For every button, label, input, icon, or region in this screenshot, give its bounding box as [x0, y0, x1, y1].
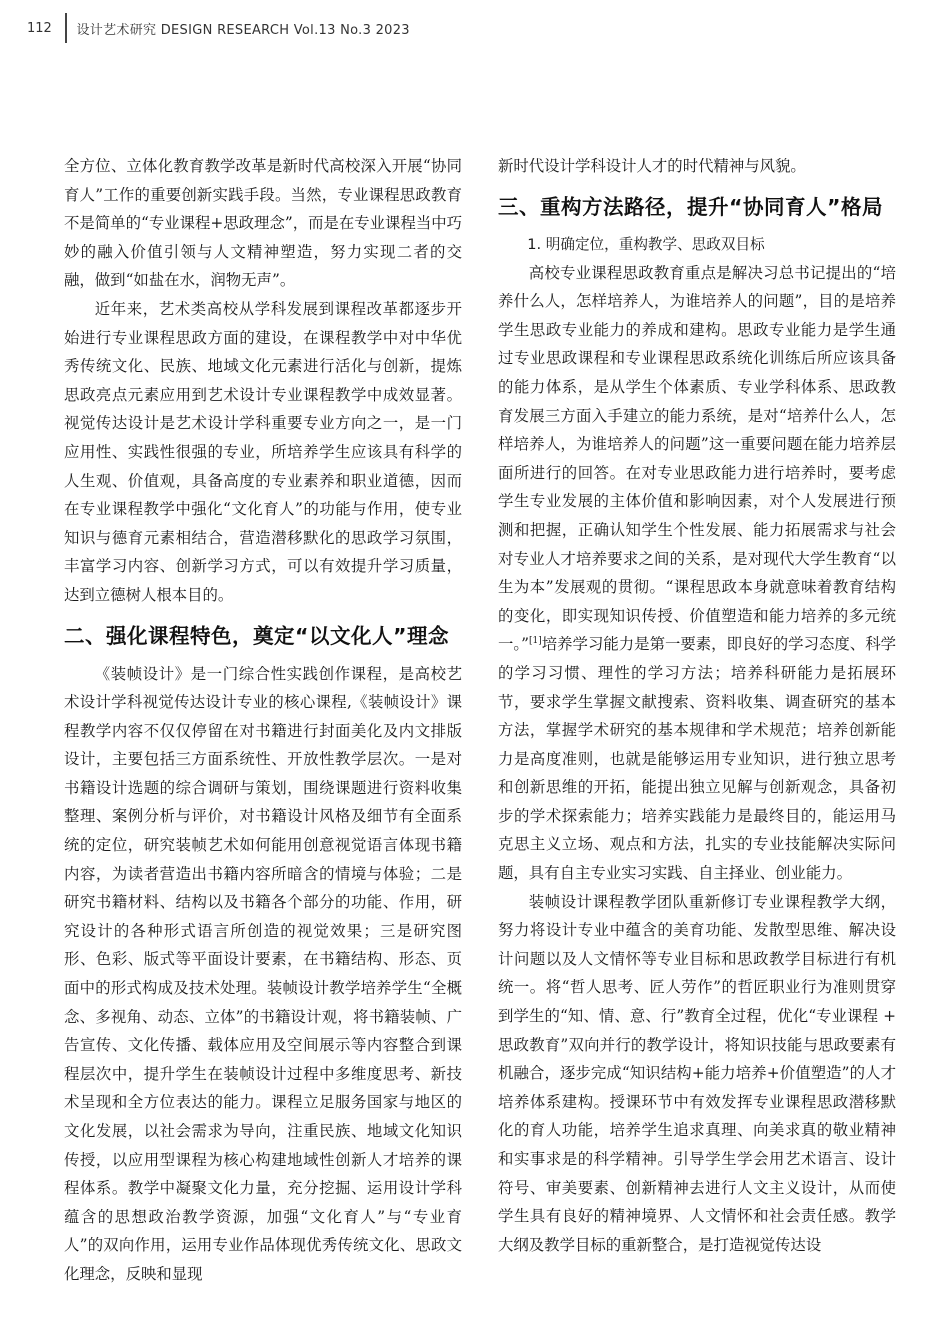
header-divider [65, 13, 67, 43]
section-3-heading: 三、重构方法路径，提升“协同育人”格局 [498, 194, 883, 219]
paragraph-text: 高校专业课程思政教育重点是解决习总书记提出的“培养什么人，怎样培养人，为谁培养人的问题”，目的是培养学生思政专业能力的养成和建构。思政专业能力是学生通过专业思政课程和专业课程思政系统化训练后所应该具备的能力体系，是从学生个体素质、专业学科体系、思政教育发展三方面入手建立的能力系统，是对“培养什么人，怎样培养人，为谁培养人的问题”这一重要问题在能力培养层面所进行的回答。在对专业思政能力进行培养时，要考虑学生专业发展的主体价值和影响因素，对个人发展进行预测和把握，正确认知学生个性发展、能力拓展需求与社会对专业人才培养要求之间的关系，是对现代大学生教育“以生为本”发展观的贯彻。“课程思政本身就意味着教育结构的变化，即实现知识传授、价值塑造和能力培养的多元统一。” [498, 263, 896, 654]
paragraph-continued: 全方位、立体化教育教学改革是新时代高校深入开展“协同育人”工作的重要创新实践手段。当然，专业课程思政教育不是简单的“专业课程+思政理念”，而是在专业课程当中巧妙的融入价值引领与人文精神塑造，努力实现二者的交融，做到“如盐在水，润物无声”。 [64, 157, 463, 290]
paragraph-continued: 新时代设计学科设计人才的时代精神与风貌。 [498, 157, 806, 175]
page-number: 112 [27, 20, 52, 36]
journal-title: 设计艺术研究 DESIGN RESEARCH Vol.13 No.3 2023 [76, 22, 410, 38]
subsection-heading: 1. 明确定位，重构教学、思政双目标 [527, 235, 765, 253]
running-header [27, 14, 410, 42]
right-column [498, 152, 896, 1259]
paragraph [498, 259, 896, 888]
citation-marker[interactable]: [1] [528, 636, 542, 647]
paragraph: 装帧设计课程教学团队重新修订专业课程教学大纲，努力将设计专业中蕴含的美育功能、发散型思维、解决设计问题以及人文情怀等专业目标和思政教学目标进行有机统一。将“哲人思考、匠人劳作”的哲匠职业行为准则贯穿到学生的“知、情、意、行”教育全过程，优化“专业课程 + 思政教育”双向并行的教学设计，将知识技能与思政要素有机融合，逐步完成“知识结构+能力培养+价值塑造”的人才培养体系建构。授课环节中有效发挥专业课程思政潜移默化的育人功能，培养学生追求真理、向美求真的敬业精神和实事求是的科学精神。引导学生学会用艺术语言、设计符号、审美要素、创新精神去进行人文主义设计，从而使学生具有良好的精神境界、人文情怀和社会责任感。教学大纲及教学目标的重新整合，是打造视觉传达设 [498, 892, 896, 1254]
left-column [64, 152, 462, 1289]
paragraph-text: 培养学习能力是第一要素，即良好的学习态度、科学的学习习惯、理性的学习方法；培养科研能力是拓展环节，要求学生掌握文献搜索、资料收集、调查研究的基本方法，掌握学术研究的基本规律和学术规范；培养创新能力是高度准则，也就是能够运用专业知识，进行独立思考和创新思维的开拓，能提出独立见解与创新观念，具备初步的学术探索能力；培养实践能力是最终目的，能运用马克思主义立场、观点和方法，扎实的专业技能解决实际问题，具有自主专业实习实践、自主择业、创业能力。 [498, 635, 896, 883]
paragraph: 近年来，艺术类高校从学科发展到课程改革都逐步开始进行专业课程思政方面的建设，在课程教学中对中华优秀传统文化、民族、地域文化元素进行活化与创新，提炼思政亮点元素应用到艺术设计专业课程教学中成效显著。视觉传达设计是艺术设计学科重要专业方向之一，是一门应用性、实践性很强的专业，所培养学生应该具有科学的人生观、价值观，具备高度的专业素养和职业道德，因而在专业课程教学中强化“文化育人”的功能与作用，使专业知识与德育元素相结合，营造潜移默化的思政学习氛围，丰富学习内容、创新学习方式，可以有效提升学习质量，达到立德树人根本目的。 [64, 299, 462, 604]
paragraph: 《装帧设计》是一门综合性实践创作课程，是高校艺术设计学科视觉传达设计专业的核心课程,《装帧设计》课程教学内容不仅仅停留在对书籍进行封面美化及内文排版设计，主要包括三方面系统性、开放性教学层次。一是对书籍设计选题的综合调研与策划，围绕课题进行资料收集整理、案例分析与评价，对书籍设计风格及细节有全面系统的定位，研究装帧艺术如何能用创意视觉语言体现书籍内容，为读者营造出书籍内容所暗含的情境与体验；二是研究书籍材料、结构以及书籍各个部分的功能、作用，研究设计的各种形式语言所创造的视觉效果；三是研究图形、色彩、版式等平面设计要素，在书籍结构、形态、页面中的形式构成及技术处理。装帧设计教学培养学生“全概念、多视角、动态、立体”的书籍设计观，将书籍装帧、广告宣传、文化传播、载体应用及空间展示等内容整合到课程层次中，提升学生在装帧设计过程中多维度思考、新技术呈现和全方位表达的能力。课程立足服务国家与地区的文化发展，以社会需求为导向，注重民族、地域文化知识传授，以应用型课程为核心构建地域性创新人才培养的课程体系。教学中凝聚文化力量，充分挖掘、运用设计学科蕴含的思想政治教学资源，加强“文化育人”与“专业育人”的双向作用，运用专业作品体现优秀传统文化、思政文化理念，反映和显现 [64, 664, 462, 1283]
section-2-heading: 二、强化课程特色，奠定“以文化人”理念 [64, 623, 449, 648]
